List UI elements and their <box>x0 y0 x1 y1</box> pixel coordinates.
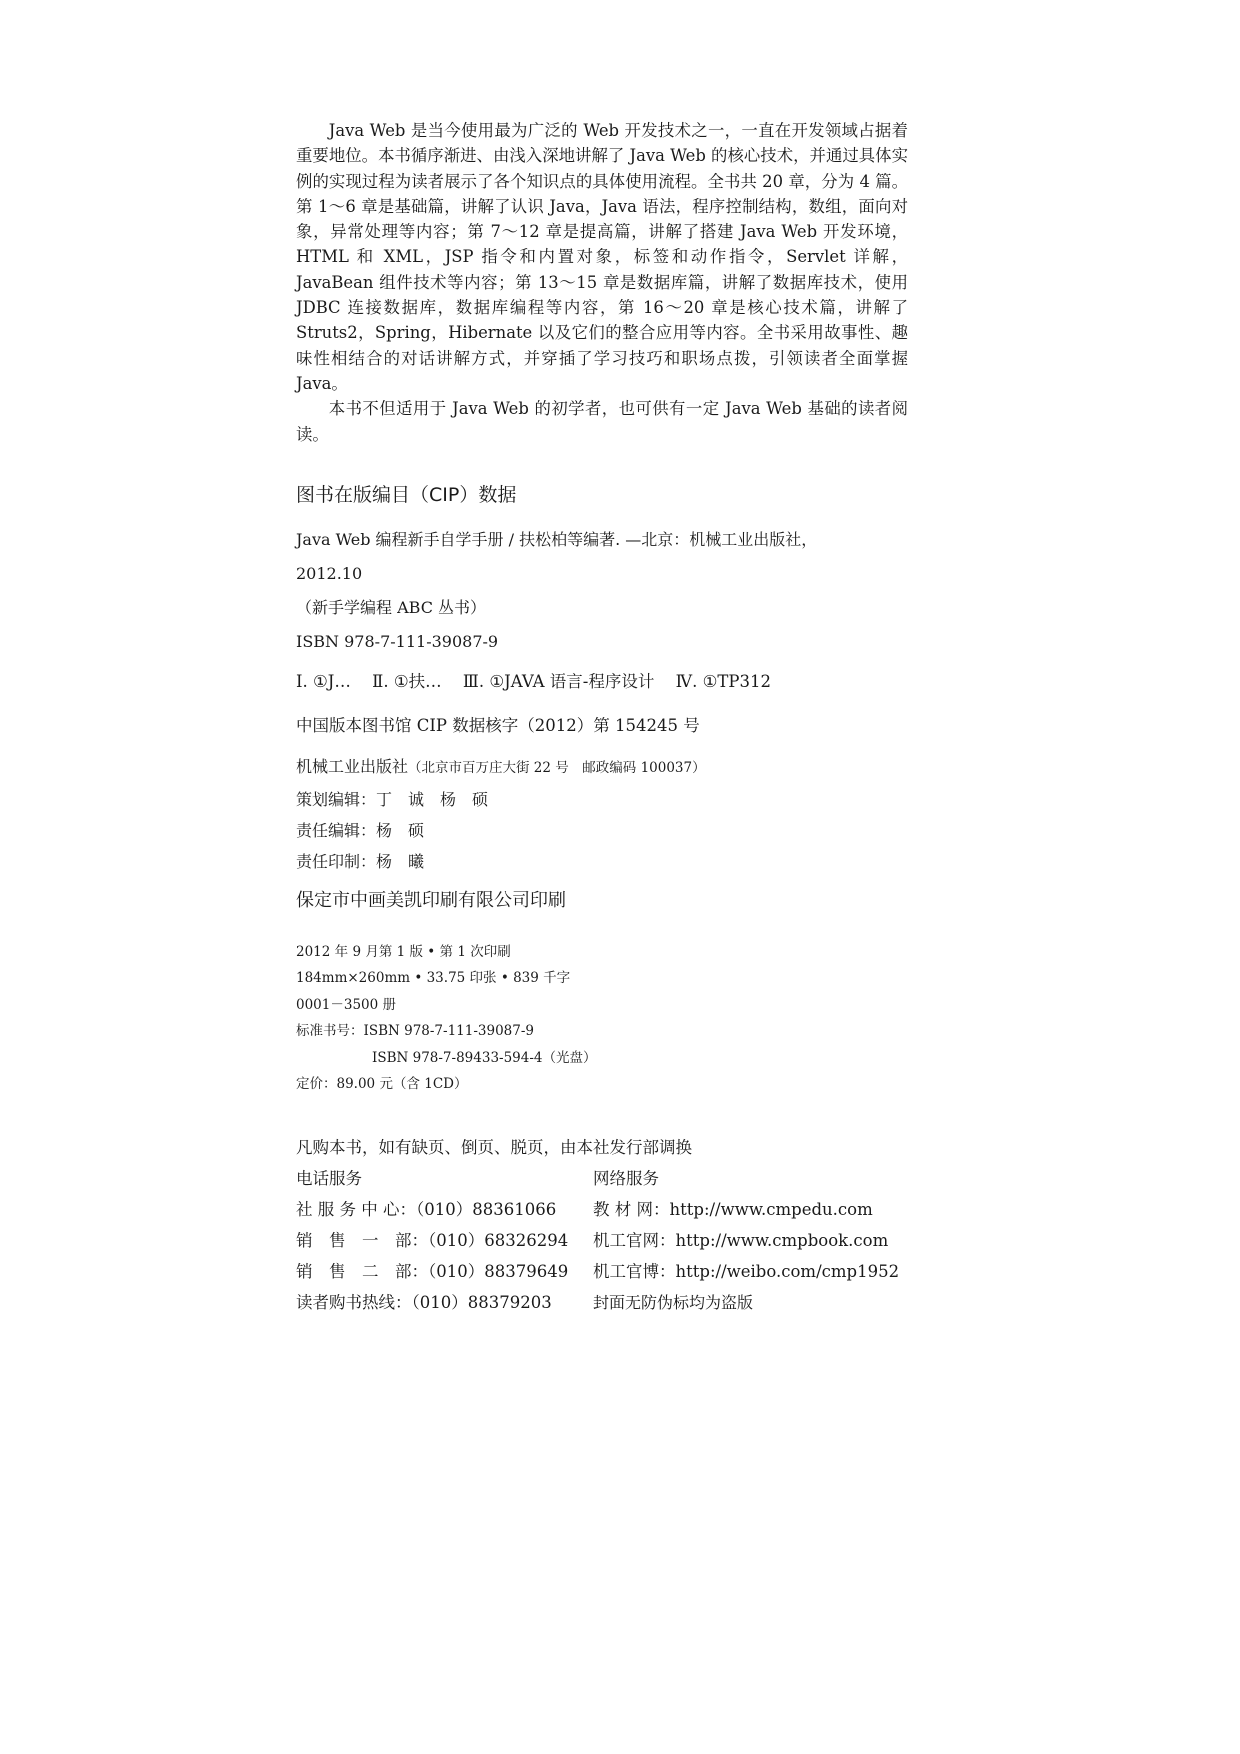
web-service-heading: 网络服务 <box>593 1168 659 1188</box>
phone-sales-dept-2: 销 售 二 部：（010）88379649 <box>296 1261 569 1281</box>
publisher-address: （北京市百万庄大街 22 号 邮政编码 100037） <box>408 759 706 776</box>
phone-service-center: 社 服 务 中 心：（010）88361066 <box>296 1199 557 1219</box>
cip-bibliography: Java Web 编程新手自学手册 / 扶松柏等编著. —北京：机械工业出版社， <box>296 529 818 549</box>
publisher-block <box>296 751 908 877</box>
return-notice: 凡购本书，如有缺页、倒页、脱页，由本社发行部调换 <box>296 1137 692 1157</box>
printer-name: 保定市中画美凯印刷有限公司印刷 <box>296 889 566 911</box>
classification-item: Ⅲ. ①JAVA 语言-程序设计 <box>462 671 655 691</box>
service-grid <box>296 1163 908 1318</box>
isbn-cd: ISBN 978-7-89433-594-4（光盘） <box>372 1049 597 1066</box>
classification-item: Ⅰ. ①J… <box>296 671 351 691</box>
planning-editor: 策划编辑：丁 诚 杨 硕 <box>296 789 489 809</box>
cip-title: 图书在版编目（CIP）数据 <box>296 483 517 506</box>
format-info: 184mm×260mm • 33.75 印张 • 839 千字 <box>296 970 571 987</box>
web-textbook-link[interactable]: 教 材 网：http://www.cmpedu.com <box>593 1199 873 1219</box>
phone-sales-dept-1: 销 售 一 部：（010）68326294 <box>296 1230 569 1250</box>
publisher-name: 机械工业出版社 <box>296 756 409 776</box>
cip-isbn: ISBN 978-7-111-39087-9 <box>296 631 499 651</box>
classification-item: Ⅳ. ①TP312 <box>675 671 771 691</box>
publisher-line <box>296 751 908 784</box>
book-abstract <box>296 118 908 447</box>
phone-service-heading: 电话服务 <box>296 1168 362 1188</box>
cip-date: 2012.10 <box>296 563 363 583</box>
edition-block <box>296 939 908 1098</box>
copies-info: 0001－3500 册 <box>296 996 397 1013</box>
abstract-paragraph-2: 本书不但适用于 Java Web 的初学者，也可供有一定 Java Web 基础的读者阅读。 <box>296 399 908 444</box>
print-supervisor: 责任印制：杨 曦 <box>296 851 425 871</box>
anti-piracy-notice: 封面无防伪标均为盗版 <box>593 1292 754 1312</box>
responsible-editor: 责任编辑：杨 硕 <box>296 820 425 840</box>
classification-item: Ⅱ. ①扶… <box>372 671 442 691</box>
service-block <box>296 1132 908 1318</box>
cip-number: 中国版本图书馆 CIP 数据核字（2012）第 154245 号 <box>296 715 700 735</box>
web-official-site-link[interactable]: 机工官网：http://www.cmpbook.com <box>593 1230 889 1250</box>
printing-info: 2012 年 9 月第 1 版 • 第 1 次印刷 <box>296 943 511 960</box>
phone-reader-hotline: 读者购书热线：（010）88379203 <box>296 1292 552 1312</box>
isbn-label: 标准书号：ISBN 978-7-111-39087-9 <box>296 1023 535 1040</box>
abstract-paragraph-1: Java Web 是当今使用最为广泛的 Web 开发技术之一，一直在开发领域占据着重要地位。本书循序渐进、由浅入深地讲解了 Java Web 的核心技术，并通过具体实例的实现过程为读者展示了各个知识点的具体使用流程。全书共 20 章，分为 4 篇。第 1～6 章是基础篇，讲解了认识 Java，Java 语法，程序控制结构，数组，面向对象，异常处理等内容；第 7～12 章是提高篇，讲解了搭建 Java Web 开发环境，HTML 和 XML，JSP 指令和内置对象，标签和动作指令，Servlet 详解，JavaBean 组件技术等内容；第 13～15 章是数据库篇，讲解了数据库技术，使用 JDBC 连接数据库，数据库编程等内容，第 16～20 章是核心技术篇，讲解了 Struts2，Spring，Hibernate 以及它们的整合应用等内容。全书采用故事性、趣味性相结合的对话讲解方式，并穿插了学习技巧和职场点拨，引领读者全面掌握 Java。 <box>296 121 908 393</box>
cip-classification <box>296 665 908 699</box>
price-info: 定价：89.00 元（含 1CD） <box>296 1076 468 1093</box>
cip-record <box>296 523 908 659</box>
cip-series: （新手学编程 ABC 丛书） <box>296 597 487 617</box>
copyright-page <box>296 118 908 1318</box>
web-weibo-link[interactable]: 机工官博：http://weibo.com/cmp1952 <box>593 1261 900 1281</box>
